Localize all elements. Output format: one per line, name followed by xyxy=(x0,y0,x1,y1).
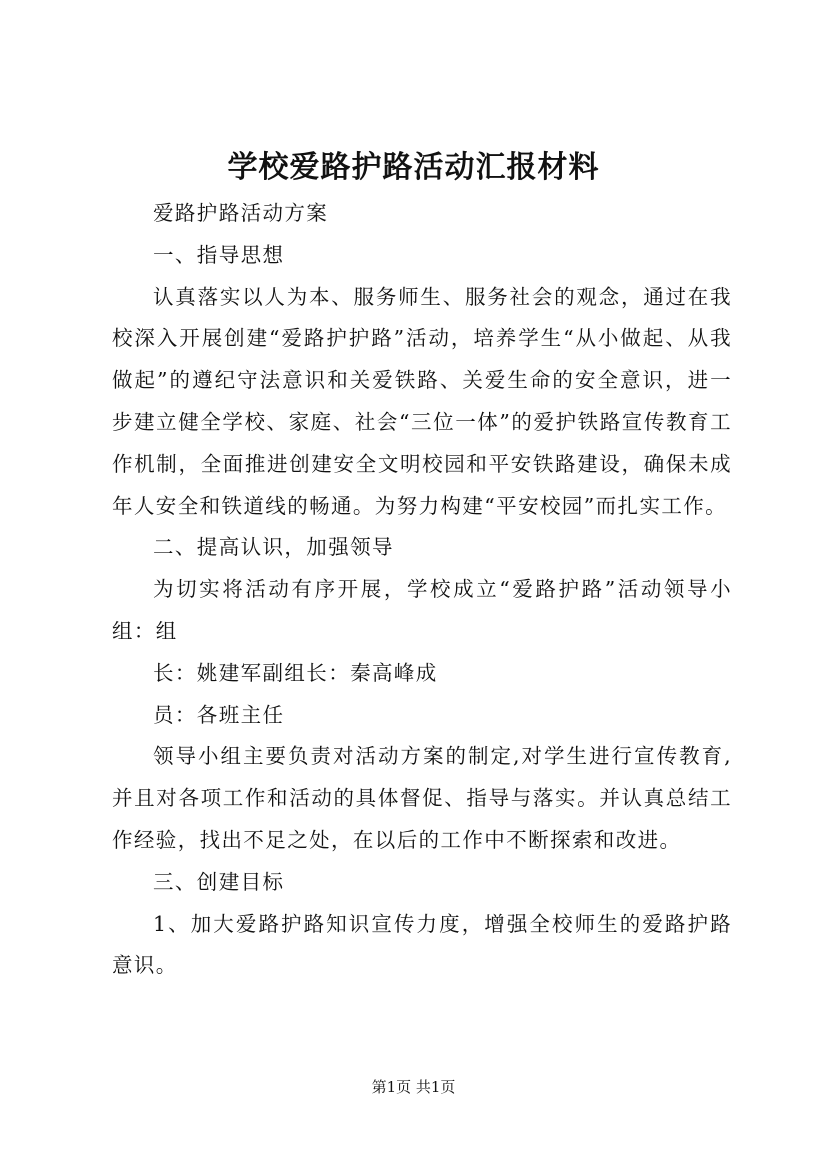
section-heading-guiding-thought: 一、指导思想 xyxy=(153,242,285,267)
document-title: 学校爱路护路活动汇报材料 xyxy=(227,150,600,185)
section-heading-goals: 三、创建目标 xyxy=(153,869,285,894)
page-footer: 第1页 共1页 xyxy=(371,1078,456,1096)
paragraph-group-members: 员：各班主任 xyxy=(153,702,285,727)
paragraph-group-duties: 领导小组主要负责对活动方案的制定,对学生进行宣传教育,并且对各项工作和活动的具体督促、指导与落实。并认真总结工作经验，找出不足之处，在以后的工作中不断探索和改进。 xyxy=(112,744,732,852)
paragraph-plan-heading: 爱路护路活动方案 xyxy=(153,201,329,225)
paragraph-group-leaders: 长：姚建军副组长：秦高峰成 xyxy=(153,660,438,685)
paragraph-guiding-thought: 认真落实以人为本、服务师生、服务社会的观念，通过在我校深入开展创建“爱路护护路”活动，培养学生“从小做起、从我做起”的遵纪守法意识和关爱铁路、关爱生命的安全意识，进一步建立健全学校、家庭、社会“三位一体”的爱护铁路宣传教育工作机制，全面推进创建安全文明校园和平安铁路建设，确保未成年人安全和铁道线的畅通。为努力构建“平安校园”而扎实工作。 xyxy=(112,284,732,518)
paragraph-goal-1: 1、加大爱路护路知识宣传力度，增强全校师生的爱路护路意识。 xyxy=(112,911,732,978)
document-body xyxy=(112,193,732,987)
section-heading-leadership: 二、提高认识，加强领导 xyxy=(153,535,394,560)
paragraph-leadership-group: 为切实将活动有序开展，学校成立“爱路护路”活动领导小组：组 xyxy=(112,577,732,643)
